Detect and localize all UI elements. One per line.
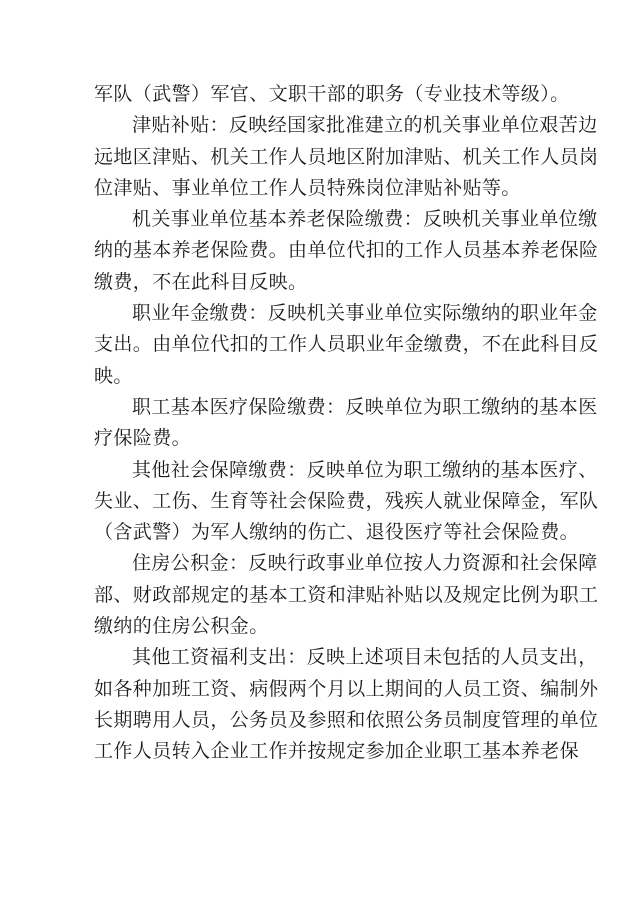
text-line: 其他工资福利支出：反映上述项目未包括的人员支出，: [132, 646, 598, 669]
text-line: 军队（武警）军官、文职干部的职务（专业技术等级）。: [94, 83, 570, 105]
text-line: 如各种加班工资、病假两个月以上期间的人员工资、编制外: [94, 677, 599, 700]
text-line: 工作人员转入企业工作并按规定参加企业职工基本养老保: [94, 740, 580, 763]
text-line: 部、财政部规定的基本工资和津贴补贴以及规定比例为职工: [94, 583, 599, 606]
text-line: 远地区津贴、机关工作人员地区附加津贴、机关工作人员岗: [94, 145, 599, 168]
text-line: 机关事业单位基本养老保险缴费：反映机关事业单位缴: [132, 208, 598, 231]
text-line: 支出。由单位代扣的工作人员职业年金缴费，不在此科目反: [94, 333, 599, 356]
text-line: 纳的基本养老保险费。由单位代扣的工作人员基本养老保险: [94, 239, 599, 262]
text-line: 长期聘用人员，公务员及参照和依照公务员制度管理的单位: [94, 708, 599, 731]
text-line: 缴纳的住房公积金。: [94, 615, 269, 638]
text-line: 住房公积金：反映行政事业单位按人力资源和社会保障: [132, 552, 598, 575]
text-line: 位津贴、事业单位工作人员特殊岗位津贴补贴等。: [94, 176, 521, 199]
text-line: （含武警）为军人缴纳的伤亡、退役医疗等社会保险费。: [94, 521, 580, 544]
text-line: 缴费，不在此科目反映。: [94, 270, 308, 293]
text-line: 其他社会保障缴费：反映单位为职工缴纳的基本医疗、: [132, 458, 598, 481]
text-line: 职工基本医疗保险缴费：反映单位为职工缴纳的基本医: [132, 395, 598, 418]
text-line: 职业年金缴费：反映机关事业单位实际缴纳的职业年金: [132, 302, 598, 325]
text-line: 映。: [94, 364, 133, 387]
text-line: 津贴补贴：反映经国家批准建立的机关事业单位艰苦边: [132, 114, 598, 137]
text-line: 失业、工伤、生育等社会保险费，残疾人就业保障金，军队: [94, 489, 599, 512]
text-line: 疗保险费。: [94, 427, 192, 450]
body-text: [94, 79, 599, 768]
